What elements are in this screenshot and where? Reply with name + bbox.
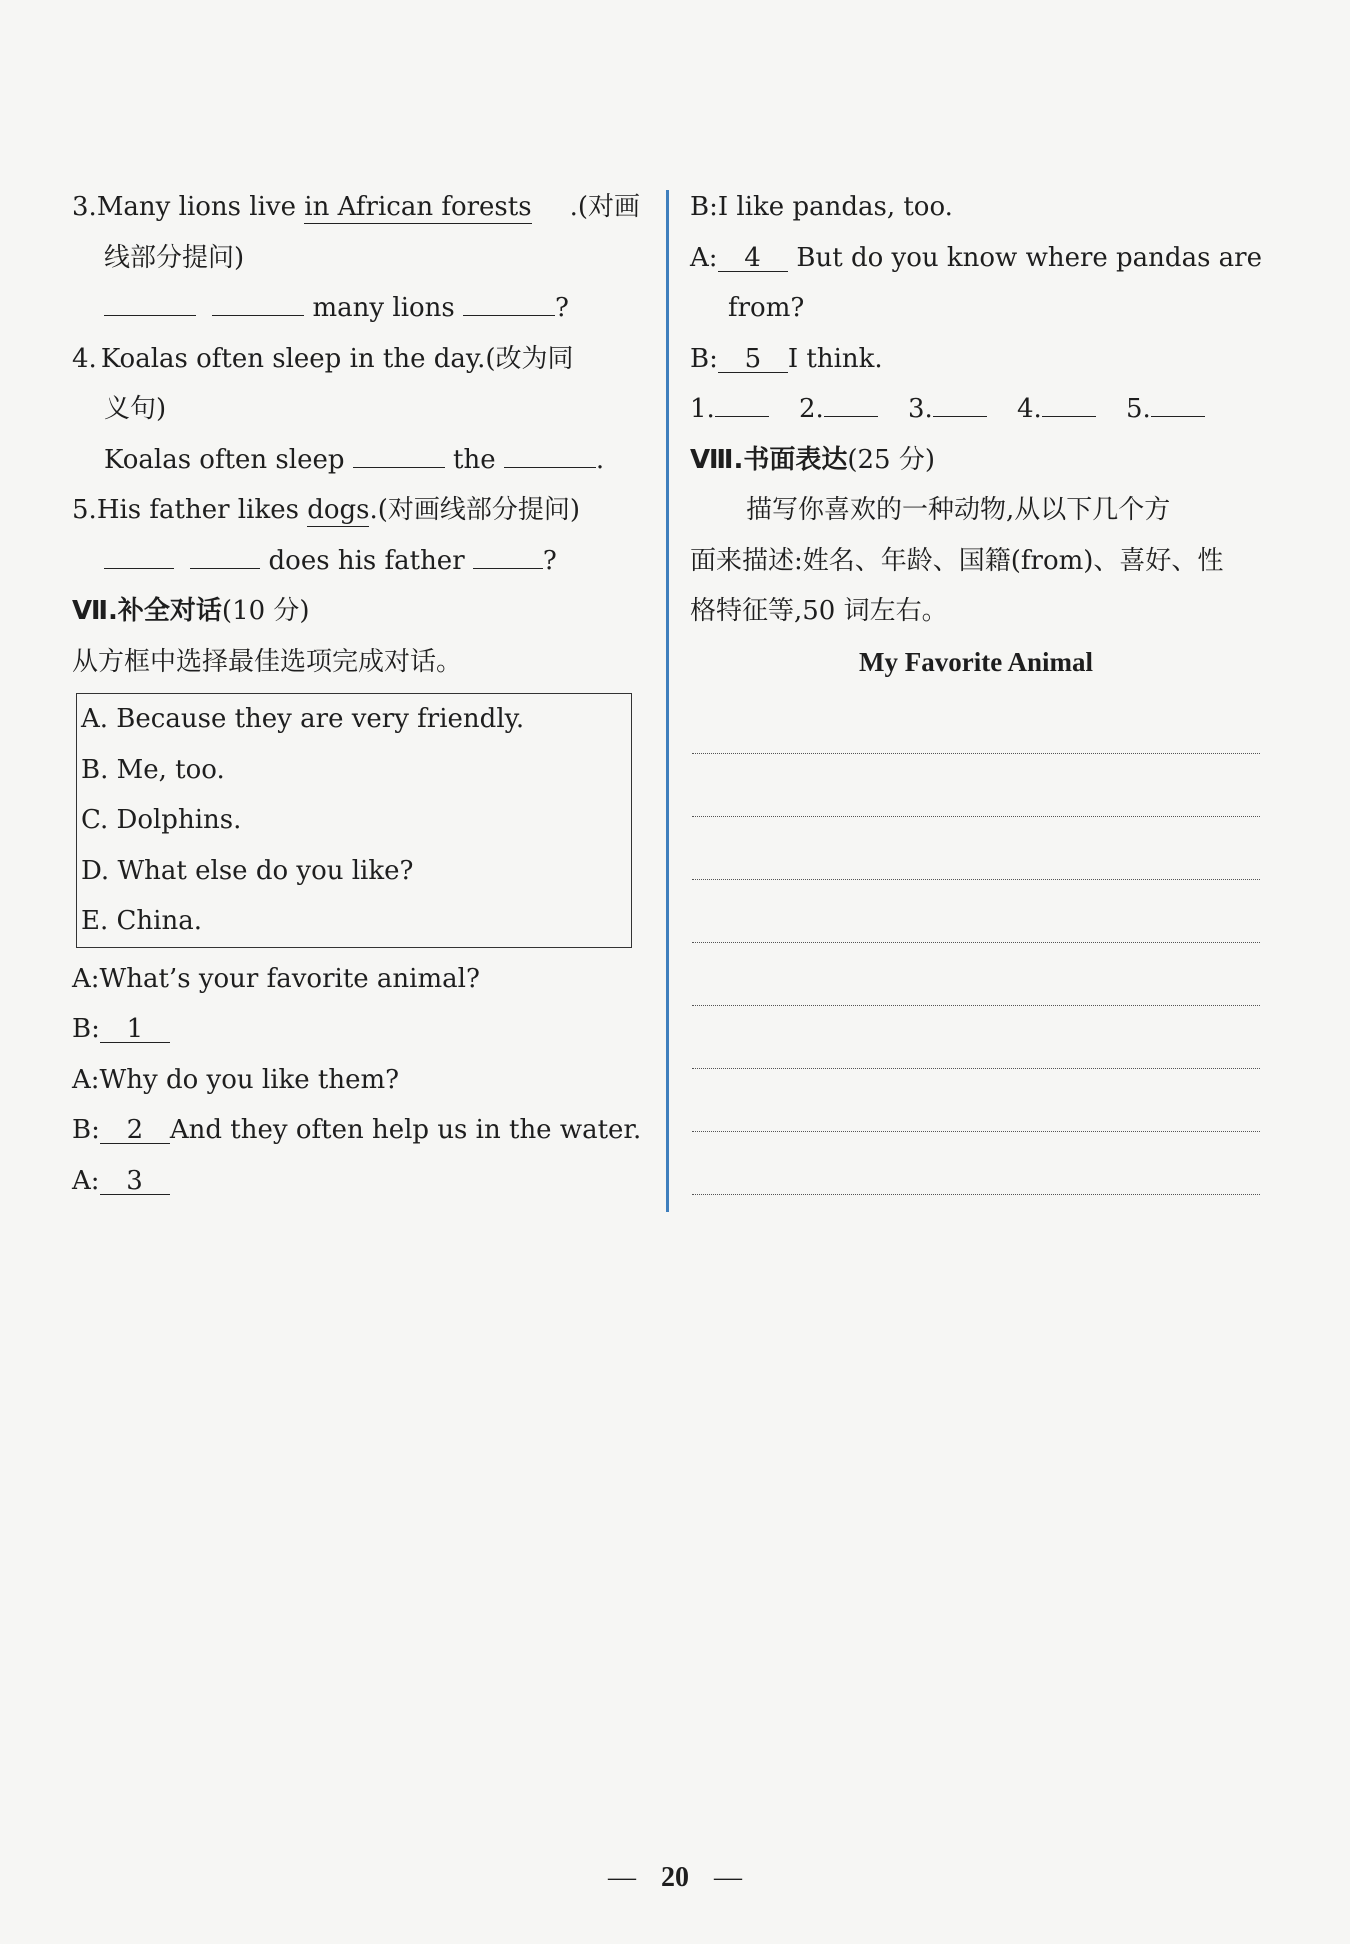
- speaker-label: B:: [690, 192, 718, 222]
- dialog-line: [72, 1105, 640, 1156]
- dialog-text: What’s your favorite animal?: [99, 963, 480, 994]
- fill-blank[interactable]: [463, 285, 555, 316]
- dialog-line: [72, 1055, 640, 1106]
- answer-blank[interactable]: [824, 386, 878, 417]
- underlined-phrase: in African forests: [304, 192, 532, 222]
- question-5: [72, 485, 640, 536]
- answer-number: 1.: [690, 394, 715, 424]
- dialog-blank[interactable]: 3: [100, 1164, 170, 1195]
- options-box: [76, 693, 632, 948]
- fill-blank[interactable]: [473, 538, 543, 569]
- dialog-line: [690, 334, 1262, 385]
- answer-number: 2.: [799, 394, 824, 424]
- fill-blank[interactable]: [504, 437, 596, 468]
- section-score: (25 分): [847, 444, 936, 475]
- option-e: E. China.: [81, 906, 202, 936]
- dialog-text: But do you know where pandas are: [796, 242, 1262, 273]
- answer-line-text: does his father: [268, 545, 465, 576]
- section-instruction: 从方框中选择最佳选项完成对话。: [72, 646, 463, 677]
- answer-line-text: many lions: [312, 293, 455, 323]
- section-numeral: Ⅷ.: [690, 444, 744, 475]
- question-instruction-cont: 义句): [104, 394, 167, 424]
- option-c: C. Dolphins.: [81, 805, 242, 835]
- section-score: (10 分): [221, 596, 310, 626]
- question-4: [72, 334, 640, 385]
- option-d: D. What else do you like?: [81, 855, 414, 886]
- answer-number: 5.: [1126, 394, 1151, 424]
- dialog-line: [72, 954, 640, 1005]
- dialog-blank[interactable]: 1: [100, 1012, 170, 1043]
- question-number: 3.: [72, 192, 97, 222]
- dialog-blank[interactable]: 2: [100, 1113, 170, 1144]
- answer-blank[interactable]: [933, 386, 987, 417]
- writing-line[interactable]: [692, 1132, 1260, 1195]
- answer-line-3: [72, 283, 640, 334]
- dialog-line: [690, 283, 1262, 334]
- writing-instruction: 格特征等,50 词左右。: [690, 596, 948, 626]
- dialog-line: [72, 1156, 640, 1207]
- answer-slot-5: [1126, 384, 1235, 435]
- dialog-text: Why do you like them?: [99, 1064, 400, 1095]
- writing-instruction: 描写你喜欢的一种动物,从以下几个方: [746, 495, 1171, 525]
- column-divider: [666, 190, 669, 1212]
- writing-line[interactable]: [692, 943, 1260, 1006]
- answer-blanks: [690, 384, 1262, 435]
- answer-line-4: [72, 435, 640, 486]
- answer-blank[interactable]: [1042, 386, 1096, 417]
- question-3: [72, 182, 640, 233]
- page-dash-left: —: [608, 1862, 636, 1893]
- answer-line-5: [72, 536, 640, 587]
- question-instruction: .(对画线部分提问): [369, 495, 581, 525]
- question-text: Many lions live: [96, 192, 296, 222]
- answer-line-text: Koalas often sleep: [104, 444, 345, 475]
- writing-line[interactable]: [692, 691, 1260, 754]
- answer-slot-1: [690, 384, 799, 435]
- writing-line[interactable]: [692, 1006, 1260, 1069]
- speaker-label: B:: [72, 1014, 100, 1044]
- left-column: [72, 182, 640, 1206]
- dialog-blank[interactable]: 5: [718, 342, 788, 373]
- dialog-text: And they often help us in the water.: [169, 1115, 642, 1145]
- question-instruction-cont: 线部分提问): [104, 242, 245, 273]
- dialog-line: [72, 1004, 640, 1055]
- writing-line[interactable]: [692, 817, 1260, 880]
- dialog-line: [690, 233, 1262, 284]
- speaker-label: A:: [72, 963, 100, 994]
- speaker-label: B:: [72, 1115, 100, 1145]
- page-number: [0, 1862, 1350, 1894]
- fill-blank[interactable]: [104, 285, 196, 316]
- option-a: A. Because they are very friendly.: [81, 704, 525, 734]
- question-number: 4.: [72, 343, 97, 374]
- underlined-phrase: dogs: [307, 495, 370, 525]
- page-dash-right: —: [714, 1862, 742, 1893]
- section-7-heading: [72, 586, 640, 637]
- answer-blank[interactable]: [715, 386, 769, 417]
- dialog-text: I like pandas, too.: [717, 192, 953, 222]
- answer-line-text: the: [453, 444, 496, 475]
- dialog-text: I think.: [787, 343, 883, 374]
- answer-line-end: ?: [555, 293, 569, 323]
- writing-instruction: 面来描述:姓名、年龄、国籍(from)、喜好、性: [690, 545, 1224, 576]
- question-number: 5.: [72, 495, 97, 525]
- section-title: 书面表达: [743, 444, 848, 475]
- answer-slot-4: [1017, 384, 1126, 435]
- question-text: His father likes: [96, 495, 299, 525]
- answer-number: 3.: [908, 394, 933, 424]
- section-title: 补全对话: [117, 596, 222, 626]
- writing-line[interactable]: [692, 754, 1260, 817]
- page-number-value: 20: [661, 1862, 689, 1893]
- dialog-text: from?: [728, 293, 805, 323]
- speaker-label: A:: [72, 1064, 100, 1095]
- fill-blank[interactable]: [104, 538, 174, 569]
- question-text: Koalas often sleep in the day.(改为同: [100, 343, 574, 374]
- answer-number: 4.: [1017, 394, 1042, 424]
- right-column: [690, 182, 1262, 1195]
- writing-title: My Favorite Animal: [859, 646, 1093, 677]
- option-b: B. Me, too.: [81, 754, 225, 785]
- dialog-line: [690, 182, 1262, 233]
- section-8-heading: [690, 435, 1262, 486]
- question-instruction: .(对画: [569, 192, 640, 222]
- answer-line-end: .: [595, 444, 605, 475]
- answer-slot-3: [908, 384, 1017, 435]
- writing-line[interactable]: [692, 880, 1260, 943]
- speaker-label: A:: [690, 242, 718, 273]
- answer-blank[interactable]: [1151, 386, 1205, 417]
- fill-blank[interactable]: [212, 285, 304, 316]
- speaker-label: A:: [72, 1165, 100, 1196]
- speaker-label: B:: [690, 343, 718, 374]
- dialog-blank[interactable]: 4: [718, 241, 788, 272]
- answer-slot-2: [799, 384, 908, 435]
- fill-blank[interactable]: [353, 437, 445, 468]
- answer-line-end: ?: [542, 545, 557, 576]
- section-numeral: Ⅶ.: [72, 596, 118, 626]
- writing-area[interactable]: [690, 691, 1262, 1195]
- writing-line[interactable]: [692, 1069, 1260, 1132]
- fill-blank[interactable]: [190, 538, 260, 569]
